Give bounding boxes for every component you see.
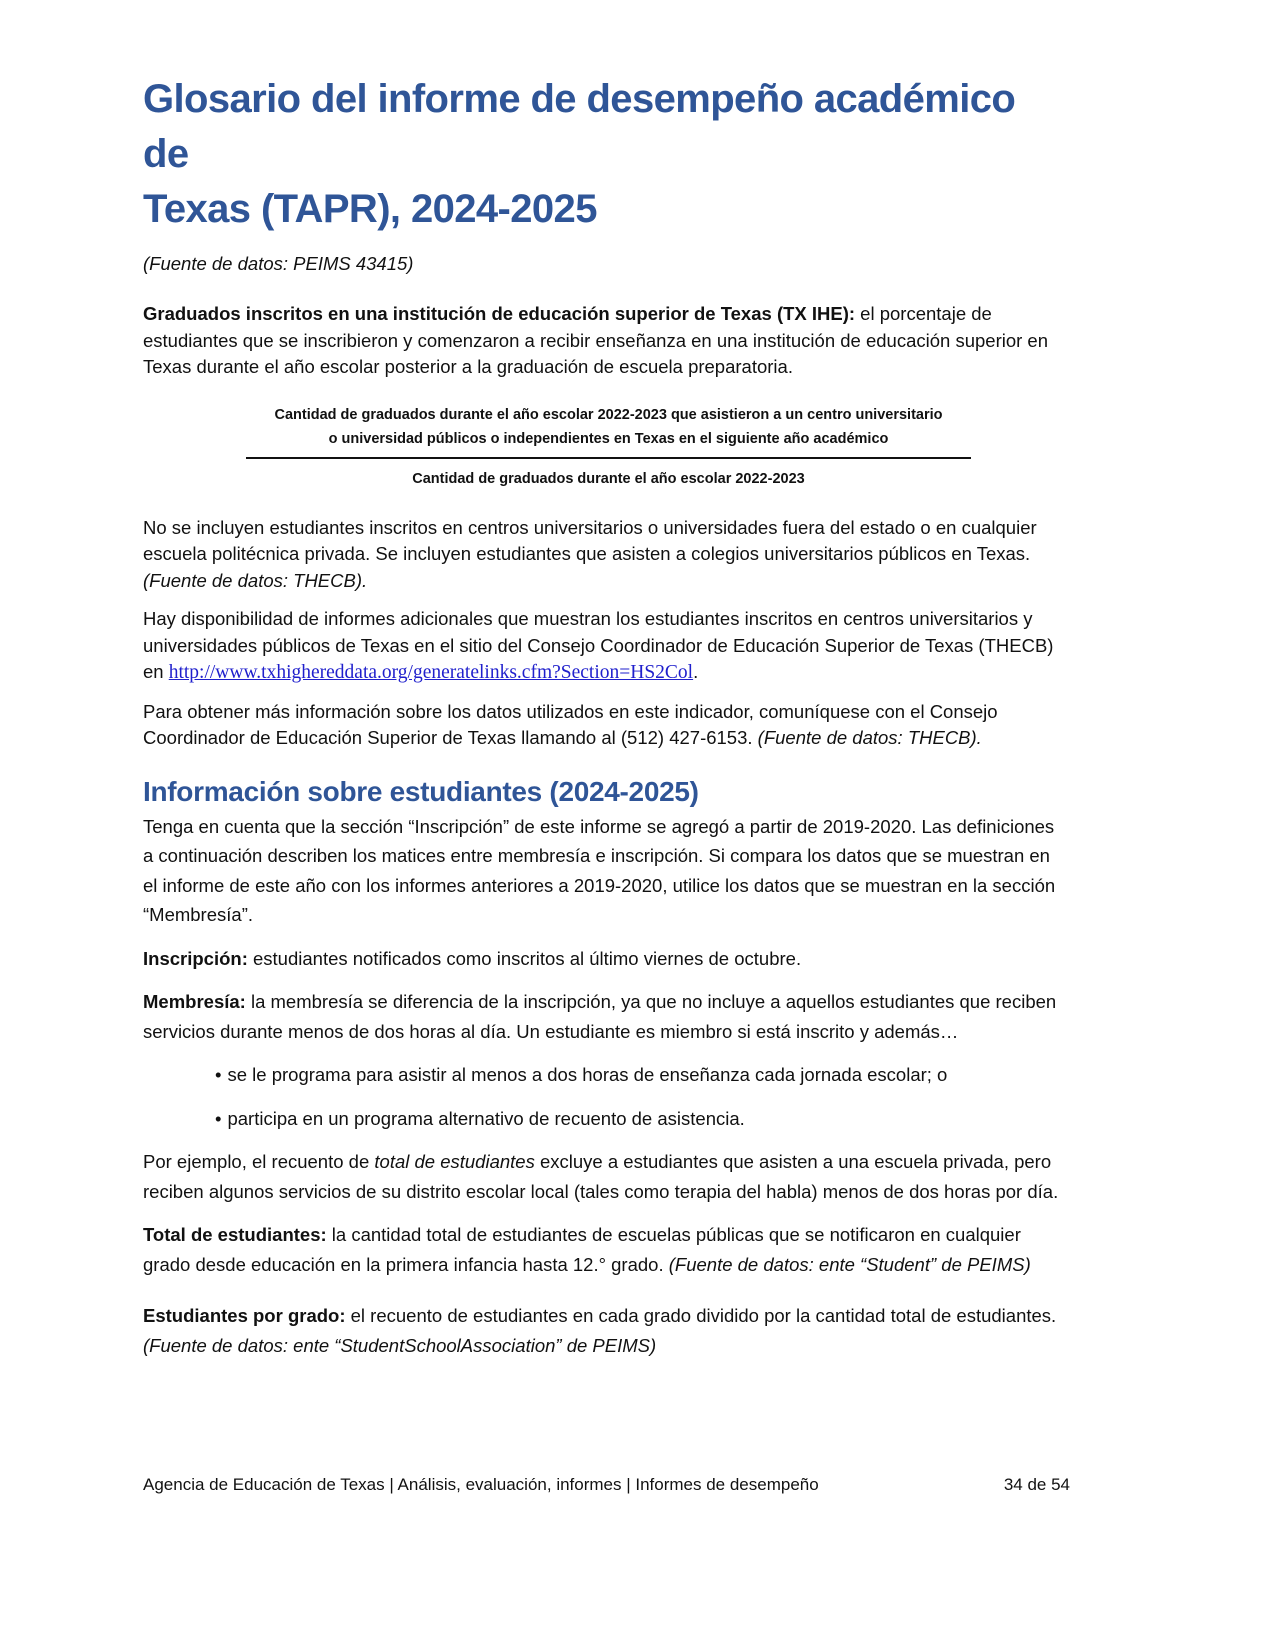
list-item xyxy=(215,1104,1068,1134)
membership-criteria-list xyxy=(215,1060,1068,1133)
bullet-icon: • xyxy=(215,1064,222,1085)
membresia-definition xyxy=(143,987,1068,1046)
bullet-icon: • xyxy=(215,1107,222,1129)
page-title-line1: Glosario del informe de desempeño académico de xyxy=(143,77,1016,176)
formula-denominator: Cantidad de graduados durante el año escolar 2022-2023 xyxy=(412,470,805,487)
list-item-text: se le programa para asistir al menos a dos horas de enseñanza cada jornada escolar; o xyxy=(227,1064,948,1085)
page-number: 34 de 54 xyxy=(1003,1475,1070,1494)
total-def: la cantidad total de estudiantes de escuelas públicas que se notificaron en cualquier grado desde educación en la primera infancia hasta 12.° grado. xyxy=(143,1224,1021,1275)
formula-numerator xyxy=(246,403,971,459)
section-heading-students: Información sobre estudiantes (2024-2025) xyxy=(143,775,699,807)
numerator-line1: Cantidad de graduados durante el año escolar 2022-2023 que asistieron a un centro universitario xyxy=(274,406,943,423)
example-emphasis: total de estudiantes xyxy=(374,1151,535,1172)
source-note: (Fuente de datos: PEIMS 43415) xyxy=(143,253,414,274)
more-info-source: (Fuente de datos: THECB). xyxy=(757,727,982,748)
list-item xyxy=(215,1060,1068,1090)
grado-term: Estudiantes por grado: xyxy=(143,1305,346,1326)
page-footer xyxy=(143,1473,1070,1497)
additional-reports-paragraph xyxy=(143,606,1068,687)
additional-text: Hay disponibilidad de informes adicionales que muestran los estudiantes inscritos en centros universitarios y universidades públicos de Texas en el sitio del Consejo Coordinador de Educación Superior de Texas (THECB) en xyxy=(143,608,1054,682)
thecb-link[interactable]: http://www.txhighereddata.org/generatelinks.cfm?Section=HS2Col xyxy=(168,662,694,683)
grado-source: (Fuente de datos: ente “StudentSchoolAssociation” de PEIMS) xyxy=(143,1334,657,1356)
estudiantes-por-grado-definition xyxy=(143,1301,1068,1360)
page-title-line2: Texas (TAPR), 2024-2025 xyxy=(143,187,597,231)
numerator-line2: o universidad públicos o independientes en Texas en el siguiente año académico xyxy=(328,430,889,447)
more-info-paragraph xyxy=(143,699,1068,752)
more-info-text: Para obtener más información sobre los datos utilizados en este indicador, comuníquese con el Consejo Coordinador de Educación Superior de Texas llamando al (512) 427-6153. xyxy=(143,700,998,748)
total-term: Total de estudiantes: xyxy=(143,1224,327,1245)
exclusions-source: (Fuente de datos: THECB). xyxy=(143,569,368,591)
exclusions-text: No se incluyen estudiantes inscritos en centros universitarios o universidades fuera del estado o en cualquier escuela politécnica privada. Se incluyen estudiantes que asisten a colegios universitarios públicos en Texas. xyxy=(143,516,1037,564)
example-paragraph xyxy=(143,1147,1068,1206)
footer-text: Agencia de Educación de Texas | Análisis, evaluación, informes | Informes de desempeño xyxy=(143,1475,819,1494)
tx-ihe-term: Graduados inscritos en una institución de educación superior de Texas (TX IHE): xyxy=(143,303,856,324)
document-page xyxy=(143,72,1068,1360)
tx-ihe-definition xyxy=(143,301,1068,381)
inscripcion-term: Inscripción: xyxy=(143,947,248,969)
tx-ihe-def-text: el porcentaje de estudiantes que se inscribieron y comenzaron a recibir enseñanza en una institución de educación superior en Texas durante el año escolar posterior a la graduación de escuela preparatoria. xyxy=(143,303,1049,377)
tx-ihe-formula xyxy=(246,403,971,491)
exclusions-paragraph xyxy=(143,515,1068,595)
grado-def: el recuento de estudiantes en cada grado dividido por la cantidad total de estudiantes. xyxy=(345,1305,1057,1326)
example-pre: Por ejemplo, el recuento de xyxy=(143,1151,375,1172)
inscripcion-def: estudiantes notificados como inscritos al último viernes de octubre. xyxy=(247,947,802,969)
students-note: Tenga en cuenta que la sección “Inscripción” de este informe se agregó a partir de 2019-2020. Las definiciones a continuación describen los matices entre membresía e inscripción. Si compara los datos que se muestran en el informe de este año con los informes anteriores a 2019-2020, utilice los datos que se muestran en la sección “Membresía”. xyxy=(143,815,1056,925)
total-source: (Fuente de datos: ente “Student” de PEIMS) xyxy=(668,1253,1031,1275)
additional-end: . xyxy=(693,661,699,682)
membresia-def: la membresía se diferencia de la inscripción, ya que no incluye a aquellos estudiantes que reciben servicios durante menos de dos horas al día. Un estudiante es miembro si está inscrito y además… xyxy=(143,991,1057,1042)
list-item-text: participa en un programa alternativo de recuento de asistencia. xyxy=(227,1107,745,1129)
inscripcion-definition xyxy=(143,944,1068,974)
example-post: excluye a estudiantes que asisten a una escuela privada, pero reciben algunos servicios de su distrito escolar local (tales como terapia del habla) menos de dos horas por día. xyxy=(143,1151,1059,1202)
total-estudiantes-definition xyxy=(143,1220,1068,1279)
page-title xyxy=(143,72,1068,237)
membresia-term: Membresía: xyxy=(143,991,246,1012)
